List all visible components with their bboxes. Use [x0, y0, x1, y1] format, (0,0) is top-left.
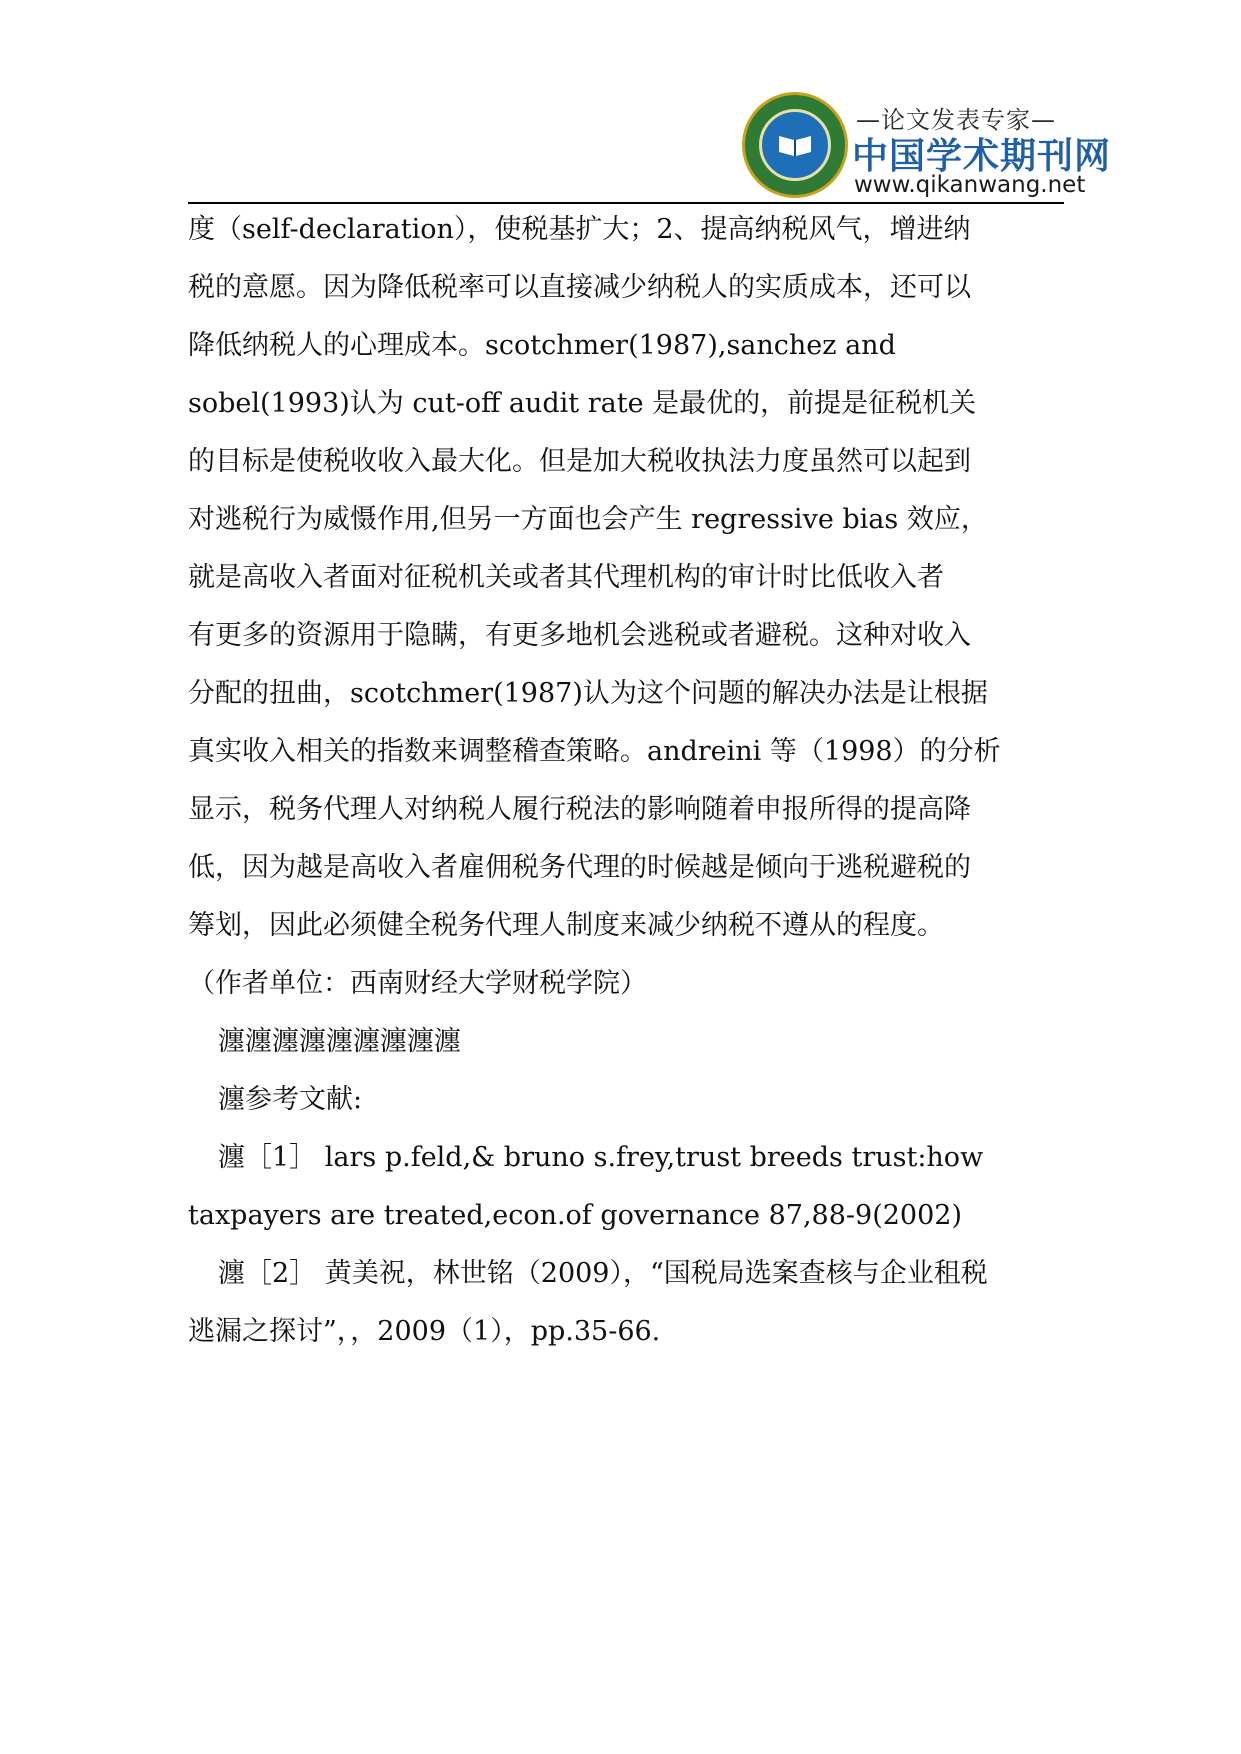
logo-tagline: —论文发表专家—: [856, 106, 1056, 134]
reference-2-line-1: 瀍［2］ 黄美祝，林世铭（2009），“国税局选案查核与企业租税: [218, 1258, 988, 1289]
body-line: 降低纳税人的心理成本。scotchmer(1987),sanchez and: [188, 330, 896, 361]
logo-emblem: [742, 92, 848, 198]
body-line: 税的意愿。因为降低税率可以直接减少纳税人的实质成本，还可以: [188, 272, 971, 303]
body-line: 的目标是使税收收入最大化。但是加大税收执法力度虽然可以起到: [188, 446, 971, 477]
body-line: 分配的扭曲，scotchmer(1987)认为这个问题的解决办法是让根据: [188, 678, 988, 709]
body-line: 筹划，因此必须健全税务代理人制度来减少纳税不遵从的程度。: [188, 910, 944, 941]
body-line: 真实收入相关的指数来调整稽查策略。andreini 等（1998）的分析: [188, 736, 1001, 767]
reference-2-line-2: 逃漏之探讨”，，2009（1），pp.35-66.: [188, 1316, 661, 1347]
reference-1-line-1: 瀍［1］ lars p.feld,& bruno s.frey,trust breeds trust:how: [218, 1142, 984, 1173]
logo-brand-name: 中国学术期刊网: [852, 136, 1112, 177]
author-unit: （作者单位：西南财经大学财税学院）: [188, 968, 647, 999]
body-line: 显示，税务代理人对纳税人履行税法的影响随着申报所得的提高降: [188, 794, 971, 825]
page-header: [0, 0, 1241, 204]
filler-line: 瀍瀍瀍瀍瀍瀍瀍瀍瀍: [218, 1026, 461, 1057]
reference-1-line-2: taxpayers are treated,econ.of governance 87,88-9(2002): [188, 1200, 962, 1231]
references-heading: 瀍参考文献:: [218, 1084, 363, 1115]
body-line: 度（self-declaration），使税基扩大；2、提高纳税风气，增进纳: [188, 214, 971, 245]
body-line: 对逃税行为威慑作用,但另一方面也会产生 regressive bias 效应，: [188, 504, 988, 535]
logo-emblem-inner: [759, 109, 831, 181]
logo-url: www.qikanwang.net: [854, 172, 1086, 198]
header-divider: [188, 202, 1064, 204]
body-line: 低，因为越是高收入者雇佣税务代理的时候越是倾向于逃税避税的: [188, 852, 971, 883]
open-book-icon: [777, 132, 813, 158]
body-line: sobel(1993)认为 cut-off audit rate 是最优的，前提是征税机关: [188, 388, 977, 419]
body-line: 就是高收入者面对征税机关或者其代理机构的审计时比低收入者: [188, 562, 944, 593]
body-line: 有更多的资源用于隐瞒，有更多地机会逃税或者避税。这种对收入: [188, 620, 971, 651]
